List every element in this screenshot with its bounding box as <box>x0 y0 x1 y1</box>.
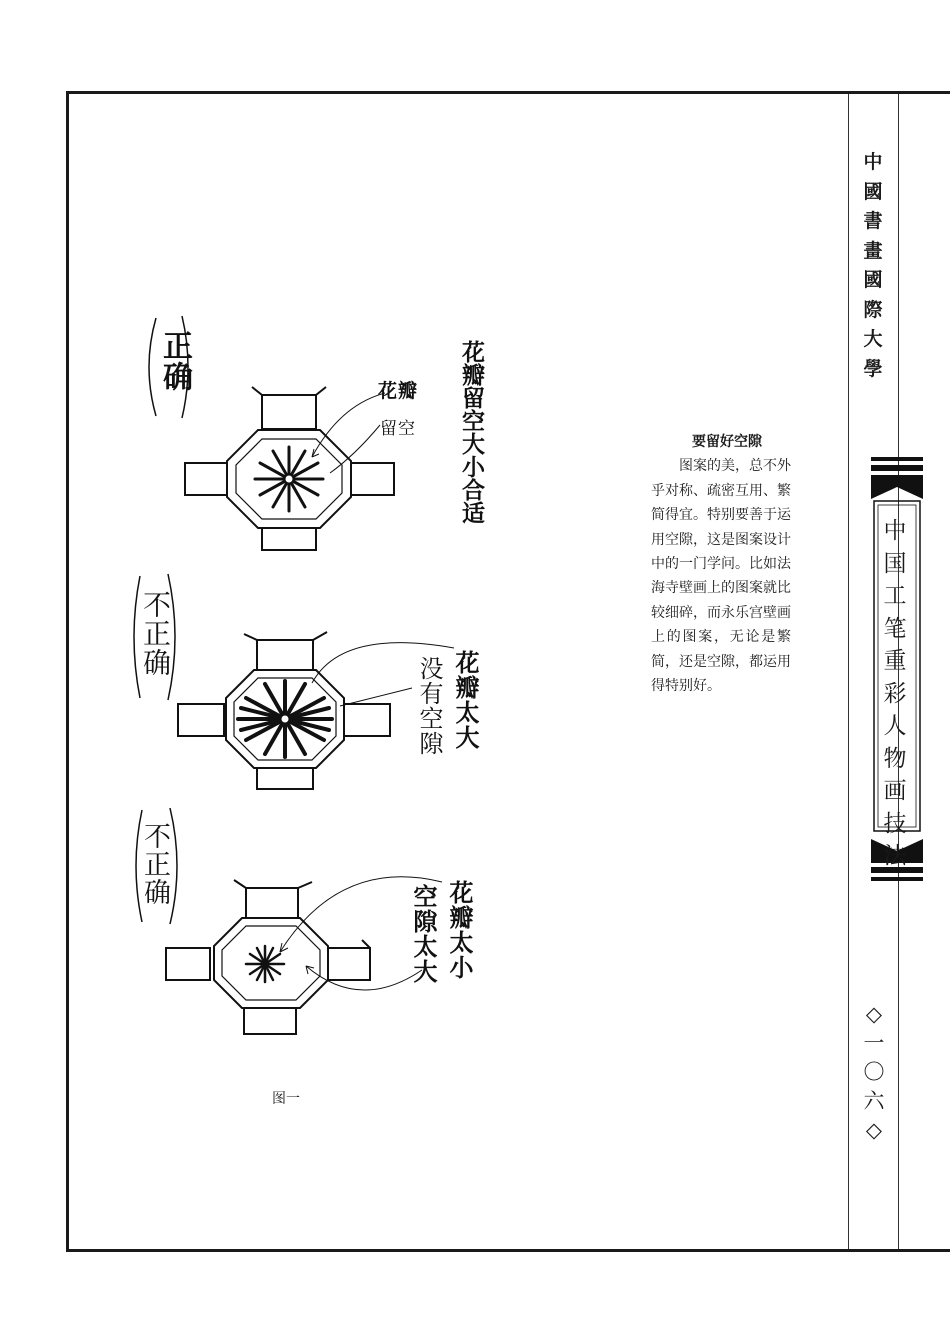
series-title: 中国工笔重彩人物画技法 <box>883 518 907 869</box>
note-small-petal: 花瓣 <box>378 380 419 402</box>
octagon-petals-too-small <box>160 862 450 1042</box>
note-small-gap: 留空 <box>380 419 416 439</box>
verdict-label-3: 不正确 <box>139 822 170 906</box>
verdict-label-2: 不正确 <box>139 590 172 677</box>
octagon-petals-too-big <box>172 628 457 793</box>
note-2-b: 没有空隙 <box>415 656 443 756</box>
note-3-a: 花瓣太小 <box>445 880 474 980</box>
article-body: 图案的美，总不外乎对称、疏密互用、繁简得宜。特别要善于运用空隙，这是图案设计中的一门学问。比如法海寺壁画上的图案就比较细碎，而永乐宫壁画上的图案，无论是繁简，还是空隙，都运用得特别好。 <box>651 458 791 695</box>
verdict-label-1: 正确 <box>157 330 192 392</box>
note-main-1: 花瓣留空大小合适 <box>458 340 485 524</box>
sidebar-divider-left <box>848 94 849 1249</box>
note-2-a: 花瓣太大 <box>451 650 480 750</box>
article <box>651 430 791 698</box>
institution-name: 中國書畫國際大學 <box>863 151 883 380</box>
note-3-b: 空隙太大 <box>409 884 438 984</box>
figure-caption: 图一 <box>272 1091 300 1107</box>
article-heading: 要留好空隙 <box>692 434 762 450</box>
octagon-correct <box>180 385 420 560</box>
page-number: ◇一〇六◇ <box>863 1002 885 1142</box>
